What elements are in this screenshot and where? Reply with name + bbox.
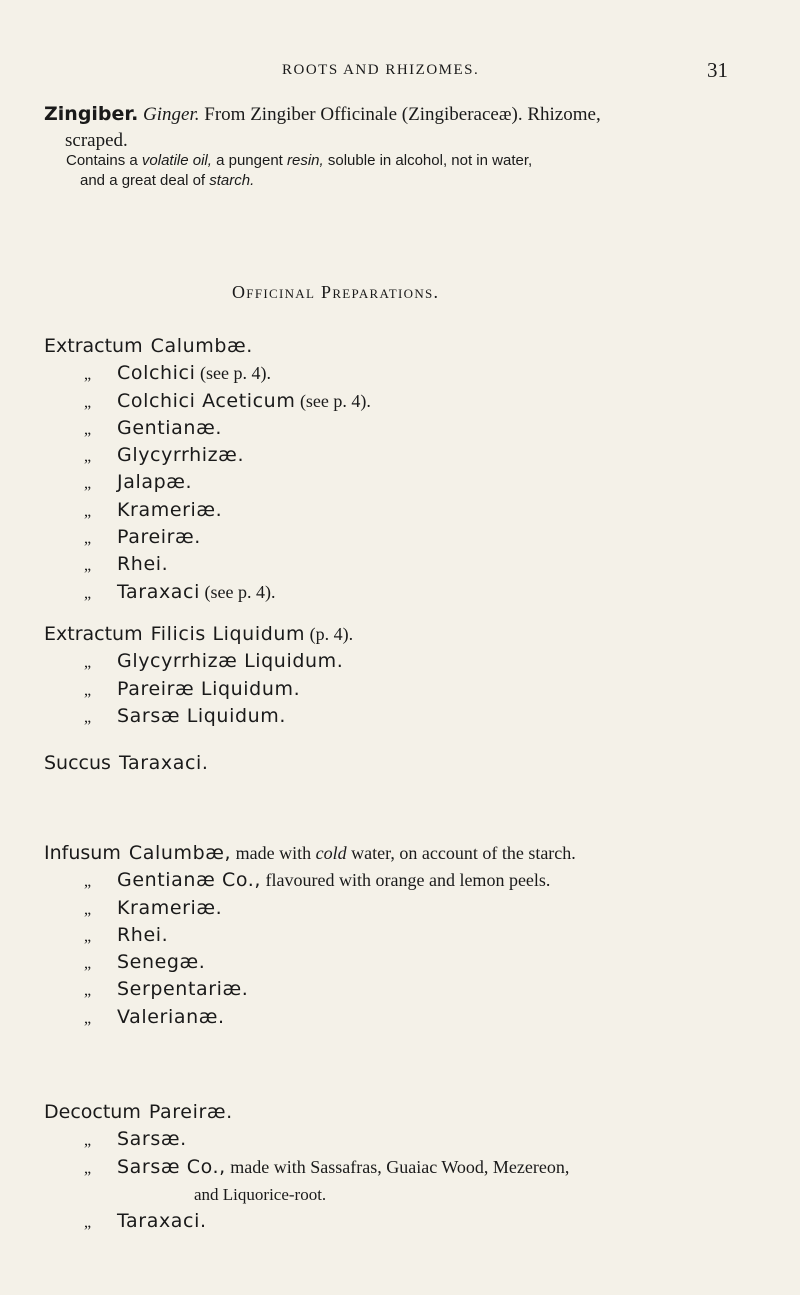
preparation-name: Glycyrrhizæ. [117,444,245,467]
ditto-mark: „ [84,366,92,384]
preparation-note-italic: cold [315,843,347,863]
preparation-name: Gentianæ. [117,416,222,439]
preparation-name: Colchici Aceticum [117,389,296,412]
running-head: ROOTS AND RHIZOMES. [282,62,480,78]
preparation-name: Valerianæ. [117,1005,225,1028]
preparation-line [44,895,576,922]
ditto-cell [44,416,117,443]
preparation-name: Taraxaci. [117,1210,207,1233]
ditto-cell [44,649,117,676]
ditto-cell [44,443,117,470]
entry-common-name: Ginger. [143,104,200,125]
entry-heading [44,101,744,154]
preparation-line [44,949,576,976]
ditto-mark: „ [84,955,92,973]
ditto-mark: „ [84,393,92,411]
preparation-line [44,867,576,894]
preparation-line [44,750,209,777]
preparation-line [44,648,353,675]
ditto-cell [44,361,117,388]
preparation-group [44,1099,569,1235]
preparation-note: water, on account of the starch. [346,843,576,863]
preparation-group [44,840,576,1031]
preparation-line [44,497,371,524]
ditto-mark: „ [84,530,92,548]
ditto-mark: „ [84,475,92,493]
preparation-note: (see p. 4). [295,390,371,411]
preparation-name: Taraxaci. [118,752,209,774]
preparation-note: flavoured with orange and lemon peels. [261,870,551,891]
preparation-name: Krameriæ. [117,896,223,919]
ditto-mark: „ [84,557,92,575]
preparation-note-continued: and Liquorice-root. [194,1184,327,1204]
note-text: a pungent [211,152,288,169]
preparation-line [44,388,371,415]
ditto-mark: „ [84,584,92,602]
preparation-line [44,415,371,442]
preparation-note: (see p. 4). [195,363,271,384]
preparation-name: Taraxaci [117,580,200,603]
ditto-mark: „ [84,1009,92,1027]
preparation-type: Succus [44,752,111,774]
entry-note [66,151,746,191]
preparation-name: Sarsæ Co., [117,1155,226,1178]
ditto-cell [44,923,117,950]
preparation-line [44,360,371,387]
preparation-line [44,524,371,551]
preparation-name: Glycyrrhizæ Liquidum. [117,650,344,673]
ditto-cell [44,525,117,552]
preparation-name: Pareiræ. [148,1101,233,1123]
ditto-cell [44,1209,117,1236]
entry-name: Zingiber. [44,103,139,125]
ditto-mark: „ [84,900,92,918]
ditto-cell [44,389,117,416]
preparation-line [44,333,371,360]
ditto-mark: „ [84,420,92,438]
preparation-note: (p. 4). [305,624,354,644]
preparation-group [44,621,353,730]
preparation-type: Decoctum [44,1101,141,1123]
preparation-name: Senegæ. [117,951,206,974]
ditto-cell [44,677,117,704]
ditto-cell [44,950,117,977]
preparation-line [44,922,576,949]
ditto-mark: „ [84,873,92,891]
preparation-line [44,1126,569,1153]
ditto-cell [44,1155,117,1182]
preparation-name: Jalapæ. [117,471,193,494]
ditto-cell [44,580,117,607]
preparation-line [44,1154,569,1181]
preparation-type: Extractum [44,623,143,645]
preparation-line [44,840,576,867]
preparation-name: Sarsæ. [117,1128,187,1151]
preparation-name: Calumbæ, [128,842,232,864]
preparation-type: Infusum [44,842,121,864]
preparation-line [44,976,576,1003]
preparation-line [44,442,371,469]
preparation-line [44,621,353,648]
preparation-name: Serpentariæ. [117,978,249,1001]
preparation-group [44,750,209,777]
preparation-line [44,469,371,496]
note-text: Contains a [66,152,142,169]
note-italic: resin, [287,152,324,169]
note-italic: starch. [209,172,255,189]
ditto-mark: „ [84,502,92,520]
preparation-name: Rhei. [117,923,169,946]
preparation-line [44,1004,576,1031]
preparation-name: Sarsæ Liquidum. [117,704,287,727]
note-italic: volatile oil, [141,152,212,169]
ditto-mark: „ [84,1214,92,1232]
page-number: 31 [707,58,728,82]
entry-source: From Zingiber Officinale (Zingiberaceæ). Rhizome, [204,104,601,125]
note-text: soluble in alcohol, not in water, [323,152,533,169]
preparation-line [44,1208,569,1235]
preparation-name: Krameriæ. [117,498,223,521]
preparation-line [44,676,353,703]
ditto-mark: „ [84,927,92,945]
preparation-note: (see p. 4). [199,581,276,602]
ditto-cell [44,470,117,497]
ditto-mark: „ [84,982,92,1000]
preparation-name: Gentianæ Co., [117,869,262,892]
preparation-name: Colchici [117,362,196,385]
preparation-name: Filicis Liquidum [150,623,306,645]
ditto-mark: „ [84,448,92,466]
entry-source-cont: scraped. [65,130,128,151]
ditto-mark: „ [84,1159,92,1177]
preparation-line [44,703,353,730]
preparation-note: made with [231,843,316,863]
ditto-cell [44,498,117,525]
ditto-cell [44,552,117,579]
preparation-name: Rhei. [117,553,169,576]
section-title: Officinal Preparations. [232,282,440,302]
ditto-cell [44,977,117,1004]
ditto-cell [44,704,117,731]
preparation-group [44,333,371,606]
preparation-line [44,551,371,578]
ditto-cell [44,1005,117,1032]
preparation-name: Pareiræ Liquidum. [117,677,301,700]
ditto-cell [44,896,117,923]
ditto-mark: „ [84,708,92,726]
ditto-mark: „ [84,1132,92,1150]
preparation-type: Extractum [44,335,143,357]
ditto-cell [44,1127,117,1154]
preparation-name: Calumbæ. [150,335,253,357]
preparation-line [44,1099,569,1126]
ditto-mark: „ [84,654,92,672]
preparation-note: made with Sassafras, Guaiac Wood, Mezereon, [225,1156,570,1177]
ditto-mark: „ [84,681,92,699]
preparation-name: Pareiræ. [117,526,201,549]
note-text: and a great deal of [80,172,210,189]
preparation-line [44,579,371,606]
ditto-cell [44,868,117,895]
